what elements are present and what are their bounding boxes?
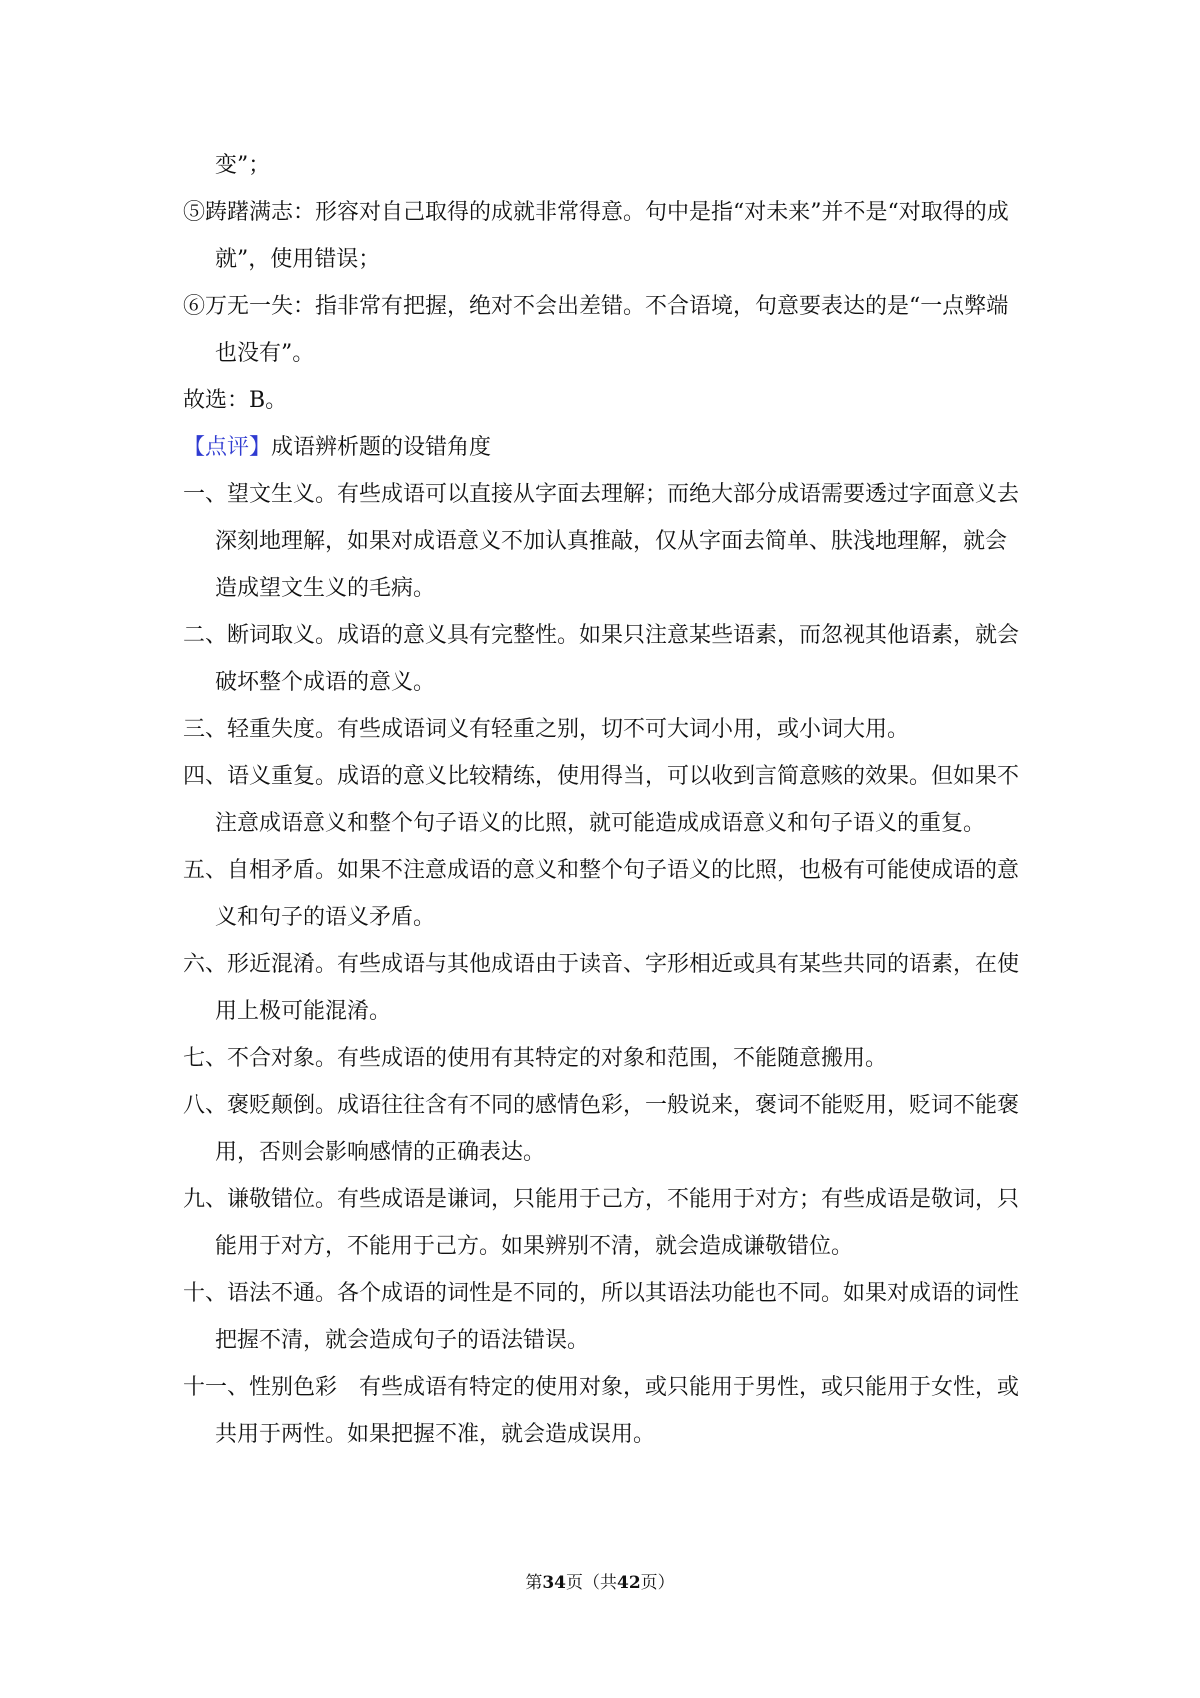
error-type-item (183, 471, 1028, 612)
comment-label: 【点评】 (183, 435, 272, 460)
error-type-text: 六、形近混淆。有些成语与其他成语由于读音、字形相近或具有某些共同的语素，在使用上极可能混淆。 (183, 952, 1020, 1024)
continuation-text: 变”； (215, 153, 271, 178)
footer-page-number: 34 (542, 1573, 566, 1593)
idiom-note-5-text: ⑤踌躇满志：形容对自己取得的成就非常得意。句中是指“对未来”并不是“对取得的成就”，使用错误； (183, 200, 1009, 272)
idiom-note-6-text: ⑥万无一失：指非常有把握，绝对不会出差错。不合语境，句意要表达的是“一点弊端也没有”。 (183, 294, 1009, 366)
idiom-note-6 (183, 283, 1028, 377)
error-type-item (183, 847, 1028, 941)
error-type-text: 二、断词取义。成语的意义具有完整性。如果只注意某些语素，而忽视其他语素，就会破坏整个成语的意义。 (183, 623, 1020, 695)
footer-suffix: 页） (640, 1573, 675, 1593)
error-type-item (183, 1035, 1028, 1082)
error-type-item (183, 1270, 1028, 1364)
error-type-item (183, 1364, 1028, 1458)
error-type-text: 三、轻重失度。有些成语词义有轻重之别，切不可大词小用，或小词大用。 (183, 717, 910, 742)
error-type-text: 十、语法不通。各个成语的词性是不同的，所以其语法功能也不同。如果对成语的词性把握不清，就会造成句子的语法错误。 (183, 1281, 1020, 1353)
error-type-item (183, 1082, 1028, 1176)
error-type-item (183, 753, 1028, 847)
error-type-text: 九、谦敬错位。有些成语是谦词，只能用于己方，不能用于对方；有些成语是敬词，只能用于对方，不能用于己方。如果辨别不清，就会造成谦敬错位。 (183, 1187, 1020, 1259)
page-content (183, 142, 1028, 1458)
answer-text: 故选：B。 (183, 388, 288, 413)
error-type-item (183, 1176, 1028, 1270)
footer-total-pages: 42 (617, 1573, 641, 1593)
continuation-line (183, 142, 1028, 189)
error-type-text: 五、自相矛盾。如果不注意成语的意义和整个句子语义的比照，也极有可能使成语的意义和句子的语义矛盾。 (183, 858, 1020, 930)
footer-prefix: 第 (525, 1573, 543, 1593)
comment-heading (183, 424, 1028, 471)
error-type-text: 七、不合对象。有些成语的使用有其特定的对象和范围，不能随意搬用。 (183, 1046, 888, 1071)
error-type-text: 一、望文生义。有些成语可以直接从字面去理解；而绝大部分成语需要透过字面意义去深刻地理解，如果对成语意义不加认真推敲，仅从字面去简单、肤浅地理解，就会造成望文生义的毛病。 (183, 482, 1020, 601)
error-type-item (183, 941, 1028, 1035)
answer-line (183, 377, 1028, 424)
error-type-item (183, 612, 1028, 706)
idiom-note-5 (183, 189, 1028, 283)
error-type-text: 十一、性别色彩 有些成语有特定的使用对象，或只能用于男性，或只能用于女性，或共用于两性。如果把握不准，就会造成误用。 (183, 1375, 1020, 1447)
error-type-item (183, 706, 1028, 753)
footer-mid: 页（共 (566, 1573, 617, 1593)
comment-title: 成语辨析题的设错角度 (271, 435, 492, 460)
error-type-text: 四、语义重复。成语的意义比较精练，使用得当，可以收到言简意赅的效果。但如果不注意成语意义和整个句子语义的比照，就可能造成成语意义和句子语义的重复。 (183, 764, 1020, 836)
page-footer (0, 1572, 1200, 1594)
error-type-text: 八、褒贬颠倒。成语往往含有不同的感情色彩，一般说来，褒词不能贬用，贬词不能褒用，否则会影响感情的正确表达。 (183, 1093, 1020, 1165)
